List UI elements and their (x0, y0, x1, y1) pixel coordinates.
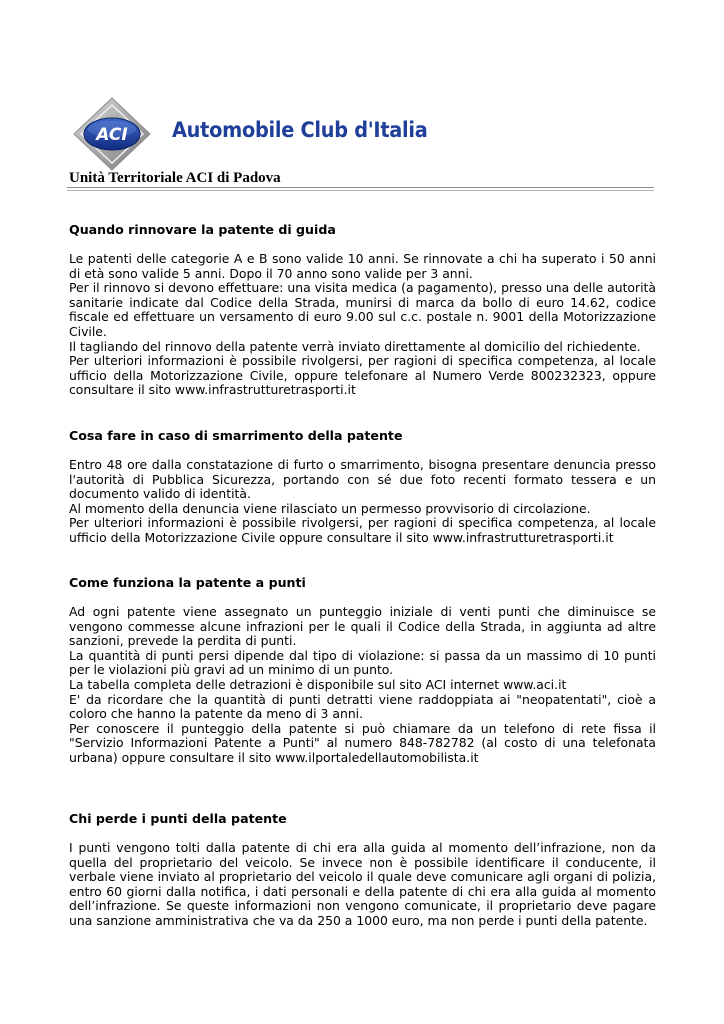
unit-title: Unità Territoriale ACI di Padova (69, 170, 281, 186)
section-who-loses-points (69, 811, 656, 929)
paragraph: Le patenti delle categorie A e B sono valide 10 anni. Se rinnovate a chi ha superato i 50 anni di età sono valide 5 anni. Dopo il 70 anno sono valide per 3 anni. (69, 251, 656, 281)
brand-name: Automobile Club d'Italia (172, 118, 428, 142)
paragraph: Il tagliando del rinnovo della patente verrà inviato direttamente al domicilio del richiedente. (69, 338, 641, 354)
paragraph: Per ulteriori informazioni è possibile rivolgersi, per ragioni di specifica competenza, al locale ufficio della Motorizzazione Civile oppure consultare il sito www.infrastrutturetrasporti.it (69, 515, 656, 545)
section-lost-license (69, 428, 656, 546)
paragraph: Per ulteriori informazioni è possibile rivolgersi, per ragioni di specifica competenza, al locale ufficio della Motorizzazione Civile, oppure telefonare al Numero Verde 800232323, oppure consultare il sito www.infrastrutturetrasporti.it (69, 353, 656, 398)
section-points-system (69, 575, 656, 766)
paragraph: Per conoscere il punteggio della patente si può chiamare da un telefono di rete fissa il "Servizio Informazioni Patente a Punti" al numero 848-782782 (al costo di una telefonata urbana) oppure consultare il sito www.ilportaledellautomobilista.it (69, 720, 656, 765)
logo-lettering: ACI (96, 125, 128, 145)
aci-logo (72, 96, 152, 172)
paragraph: Al momento della denuncia viene rilasciato un permesso provvisorio di circolazione. (69, 500, 591, 516)
section-title: Quando rinnovare la patente di guida (69, 222, 336, 237)
paragraph: La quantità di punti persi dipende dal tipo di violazione: si passa da un massimo di 10 punti per le violazioni più gravi ad un minimo di un punto. (69, 647, 656, 678)
paragraph: E' da ricordare che la quantità di punti detratti viene raddoppiata ai "neopatentati", cioè a coloro che hanno la patente da meno di 3 anni. (69, 691, 656, 722)
section-renewal (69, 222, 656, 398)
section-title: Come funziona la patente a punti (69, 575, 306, 590)
section-title: Cosa fare in caso di smarrimento della patente (69, 428, 403, 443)
paragraph: La tabella completa delle detrazioni è disponibile sul sito ACI internet www.aci.it (69, 676, 567, 692)
header-divider-secondary (67, 190, 654, 191)
paragraph: I punti vengono tolti dalla patente di chi era alla guida al momento dell’infrazione, non da quella del proprietario del veicolo. Se invece non è possibile identificare il conducente, il verbale viene inviato al proprietario del veicolo il quale deve comunicare agli organi di polizia, entro 60 giorni dalla notifica, i dati personali e della patente di chi era alla guida al momento dell’infrazione. Se queste informazioni non vengono comunicate, il proprietario deve pagare una sanzione amministrativa che va da 250 a 1000 euro, ma non perde i punti della patente. (69, 840, 656, 928)
paragraph: Per il rinnovo si devono effettuare: una visita medica (a pagamento), presso una delle autorità sanitarie indicate dal Codice della Strada, munirsi di marca da bollo di euro 14.62, codice fiscale ed effettuare un versamento di euro 9.00 sul c.c. postale n. 9001 della Motorizzazione Civile. (69, 280, 656, 339)
paragraph: Entro 48 ore dalla constatazione di furto o smarrimento, bisogna presentare denuncia presso l'autorità di Pubblica Sicurezza, portando con sé due foto recenti formato tessera e un documento valido di identità. (69, 457, 656, 502)
header-divider (67, 187, 654, 188)
paragraph: Ad ogni patente viene assegnato un punteggio iniziale di venti punti che diminuisce se vengono commesse alcune infrazioni per le quali il Codice della Strada, in aggiunta ad altre sanzioni, prevede la perdita di punti. (69, 604, 656, 649)
section-title: Chi perde i punti della patente (69, 811, 287, 826)
